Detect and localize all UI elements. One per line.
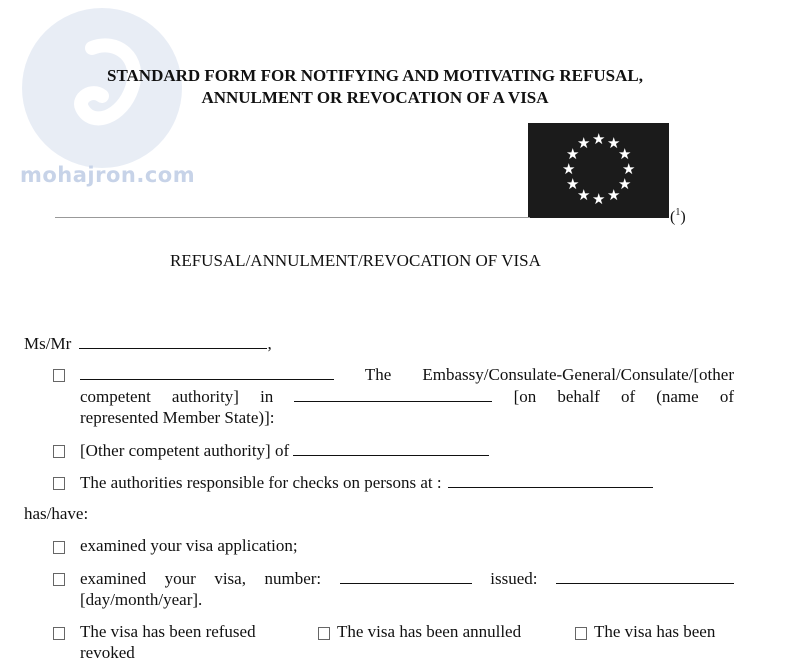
examined-visa-line-1 [80, 568, 734, 589]
visa-number-field[interactable] [340, 568, 472, 584]
embassy-checkbox[interactable] [53, 369, 65, 382]
border-authority-checkbox[interactable] [53, 477, 65, 490]
has-have-label: has/have: [24, 504, 89, 523]
eu-flag-star-icon: ★ [592, 190, 606, 208]
footnote-reference [670, 207, 686, 226]
embassy-line-3: represented Member State)]: [80, 408, 275, 427]
embassy-city-field[interactable] [294, 386, 492, 402]
examined-visa-option [80, 568, 734, 610]
salutation-row [24, 333, 272, 354]
eu-flag-star-icon: ★ [607, 185, 621, 204]
eu-flag-star-icon: ★ [622, 160, 636, 178]
eu-flag-star-icon: ★ [617, 175, 632, 193]
salutation-comma: , [267, 334, 272, 353]
eu-flag-star-icon: ★ [566, 175, 580, 193]
eu-flag-star-icon: ★ [577, 134, 591, 153]
eu-flag-star-icon: ★ [607, 134, 621, 153]
form-subtitle: REFUSAL/ANNULMENT/REVOCATION OF VISA [170, 251, 541, 270]
border-authority-text: The authorities responsible for checks on persons at : [80, 473, 442, 492]
footnote-number: 1 [675, 207, 681, 218]
eu-flag [528, 123, 669, 218]
visa-refused-text: The visa has been refused [80, 622, 256, 641]
examined-visa-text: examined your visa, number: [80, 569, 322, 588]
embassy-text: The Embassy/Consulate-General/Consulate/[other [364, 365, 734, 384]
form-title-line-2: ANNULMENT OR REVOCATION OF A VISA [201, 88, 549, 107]
eu-flag-star-icon: ★ [562, 160, 576, 178]
examined-visa-checkbox[interactable] [53, 573, 65, 586]
header-rule [55, 217, 530, 218]
embassy-competent-authority-text: competent authority] in [80, 387, 274, 406]
border-location-field[interactable] [448, 472, 653, 488]
visa-revoked-text: The visa has been [594, 622, 716, 641]
examined-application-checkbox[interactable] [53, 541, 65, 554]
date-format-hint: [day/month/year]. [80, 590, 203, 609]
other-authority-option [80, 440, 489, 461]
eu-flag-star-icon: ★ [566, 145, 580, 163]
form-title-line-1: STANDARD FORM FOR NOTIFYING AND MOTIVATING REFUSAL, [106, 66, 643, 85]
visa-annulled-checkbox[interactable] [318, 627, 330, 640]
other-authority-text: [Other competent authority] of [80, 441, 290, 460]
other-authority-field[interactable] [293, 440, 489, 456]
other-authority-checkbox[interactable] [53, 445, 65, 458]
examined-application-text: examined your visa application; [80, 536, 298, 555]
visa-refused-checkbox[interactable] [53, 627, 65, 640]
embassy-location-field[interactable] [80, 364, 334, 380]
salutation-prefix: Ms/Mr [24, 334, 72, 353]
visa-revoked-checkbox[interactable] [575, 627, 587, 640]
eu-flag-star-icon: ★ [617, 145, 632, 163]
border-authority-option [80, 472, 653, 493]
embassy-line-1 [80, 364, 734, 385]
visa-revoked-text-continued: revoked [80, 643, 135, 662]
eu-flag-star-icon: ★ [592, 130, 606, 148]
footnote-close: ) [680, 208, 686, 226]
embassy-line-2 [80, 386, 734, 407]
watermark-text: mohajron.com [20, 163, 196, 187]
embassy-option [80, 364, 734, 428]
footnote-open: ( [670, 208, 676, 226]
issued-label: issued: [490, 569, 538, 588]
recipient-name-field[interactable] [79, 333, 267, 349]
eu-flag-star-icon: ★ [577, 185, 591, 204]
issue-date-field[interactable] [556, 568, 734, 584]
embassy-on-behalf-text: [on behalf of (name of [513, 387, 734, 406]
visa-annulled-text: The visa has been annulled [337, 622, 522, 641]
